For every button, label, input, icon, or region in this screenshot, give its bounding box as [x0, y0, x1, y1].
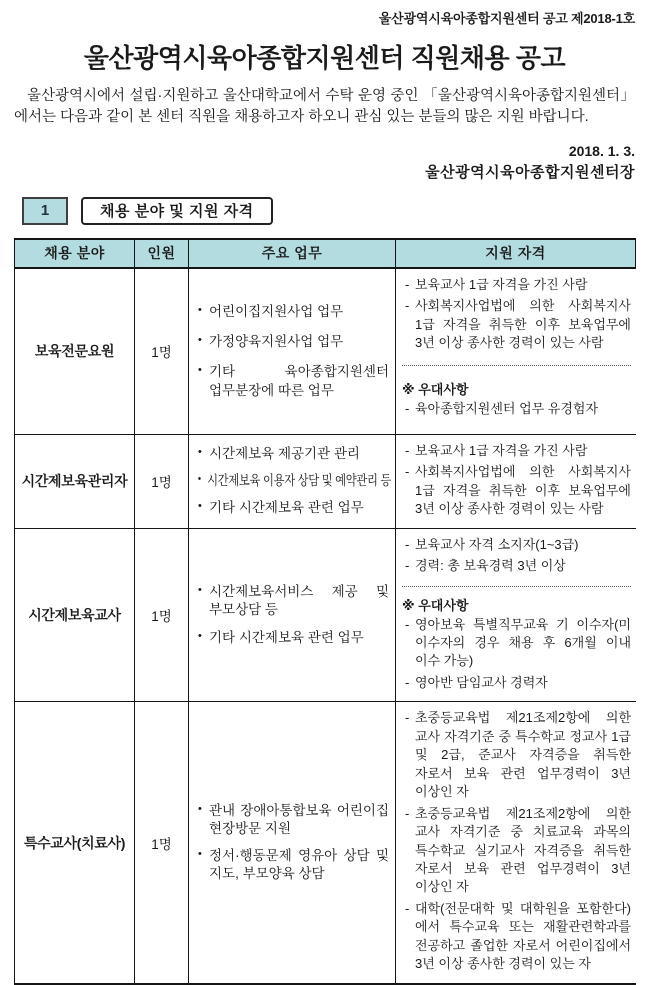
- page-title: 울산광역시육아종합지원센터 직원채용 공고: [83, 43, 566, 73]
- table-row: [15, 269, 636, 435]
- preferred-item: - 육아종합지원센터 업무 유경험자: [402, 400, 631, 418]
- header-cell-count: 인원: [135, 240, 189, 267]
- duties-cell: [189, 269, 396, 434]
- dotted-divider: [402, 586, 631, 587]
- qualifications-cell: [396, 435, 636, 528]
- count-cell: 1명: [135, 435, 189, 528]
- qualification-item: - 경력: 총 보육경력 3년 이상: [402, 557, 631, 575]
- table-row: [15, 529, 636, 703]
- duty-item: • 기타 시간제보육 관련 업무: [197, 499, 389, 517]
- qualification-item: - 사회복지사업법에 의한 사회복지사 1급 자격을 취득한 이후 보육업무에 3년 이상 종사한 경력이 있는 사람: [402, 463, 631, 518]
- qualification-item: - 초중등교육법 제21조제2항에 의한 교사 자격기준 중 특수학교 정교사 1급 및 2급, 준교사 자격증을 취득한 자로서 보육 관련 업무경력이 3년 이상인 자: [402, 709, 631, 801]
- notice-number: 울산광역시육아종합지원센터 공고 제2018-1호: [378, 11, 635, 26]
- header-cell-qualifications: 지원 자격: [485, 244, 546, 261]
- duty-item: • 정서·행동문제 영유아 상담 및 지도, 부모양육 상담: [197, 847, 389, 883]
- duties-cell: [189, 529, 396, 702]
- duty-item: • 시간제보육 이용자 상담 및 예약관리 등: [197, 472, 358, 490]
- field-cell: 시간제보육교사: [15, 529, 135, 702]
- qualifications-cell: [396, 702, 636, 982]
- duty-item: • 기타 육아종합지원센터 업무분장에 따른 업무: [197, 363, 389, 399]
- announcement-date: 2018. 1. 3.: [568, 142, 635, 159]
- header-cell-field: 채용 분야: [15, 240, 135, 267]
- dotted-divider: [402, 365, 631, 366]
- field-cell: 특수교사(치료사): [15, 702, 135, 982]
- qualification-item: - 사회복지사업법에 의한 사회복지사 1급 자격을 취득한 이후 보육업무에 3년 이상 종사한 경력이 있는 사람: [402, 297, 631, 352]
- count-cell: 1명: [135, 529, 189, 702]
- duty-item: • 가정양육지원사업 업무: [197, 333, 389, 351]
- qualifications-cell: [396, 269, 636, 434]
- section-number-badge: 1: [22, 197, 68, 225]
- section-title-box: 채용 분야 및 지원 자격: [81, 197, 273, 225]
- field-cell: 시간제보육관리자: [15, 435, 135, 528]
- recruitment-table: [14, 238, 636, 985]
- count-cell: 1명: [135, 269, 189, 434]
- qualification-item: - 대학(전문대학 및 대학원을 포함한다)에서 특수교육 또는 재활관련학과를 전공하고 졸업한 자로서 어린이집에서 3년 이상 종사한 경력이 있는 자: [402, 900, 631, 974]
- duty-item: • 시간제보육서비스 제공 및 부모상담 등: [197, 583, 389, 619]
- section-header: [22, 197, 635, 225]
- header-cell-duties: 주요 업무: [189, 240, 396, 267]
- qualification-item: - 보육교사 1급 자격을 가진 사람: [402, 276, 631, 294]
- duty-item: • 시간제보육 제공기관 관리: [197, 445, 389, 463]
- preferred-item: - 영아보육 특별직무교육 기 이수자(미 이수자의 경우 채용 후 6개월 이내 이수 가능): [402, 616, 631, 671]
- count-cell: 1명: [135, 702, 189, 982]
- table-header-row: [15, 240, 636, 269]
- duty-item: • 어린이집지원사업 업무: [197, 303, 389, 321]
- qualification-item: - 초중등교육법 제21조제2항에 의한 교사 자격기준 중 치료교육 과목의 특수학교 실기교사 자격증을 취득한 자로서 보육 관련 업무경력이 3년 이상인 자: [402, 805, 631, 897]
- duties-cell: [189, 435, 396, 528]
- table-row: [15, 435, 636, 529]
- table-row: [15, 702, 636, 982]
- qualification-item: - 보육교사 1급 자격을 가진 사람: [402, 442, 631, 460]
- intro-paragraph: 울산광역시에서 설립·지원하고 울산대학교에서 수탁 운영 중인 「울산광역시육아종합지원센터」에서는 다음과 같이 본 센터 직원을 채용하고자 하오니 관심 있는 분들의 많은 지원 바랍니다.: [14, 88, 635, 126]
- duty-item: • 기타 시간제보육 관련 업무: [197, 629, 389, 647]
- qualification-item: - 보육교사 자격 소지자(1~3급): [402, 536, 631, 554]
- duty-item: • 관내 장애아통합보육 어린이집 현장방문 지원: [197, 802, 389, 838]
- signer: 울산광역시육아종합지원센터장: [425, 163, 635, 181]
- duties-cell: [189, 702, 396, 982]
- preferred-label: ※ 우대사항: [402, 597, 469, 613]
- qualifications-cell: [396, 529, 636, 702]
- preferred-item: - 영아반 담임교사 경력자: [402, 674, 631, 692]
- field-cell: 보육전문요원: [15, 269, 135, 434]
- preferred-label: ※ 우대사항: [402, 381, 469, 397]
